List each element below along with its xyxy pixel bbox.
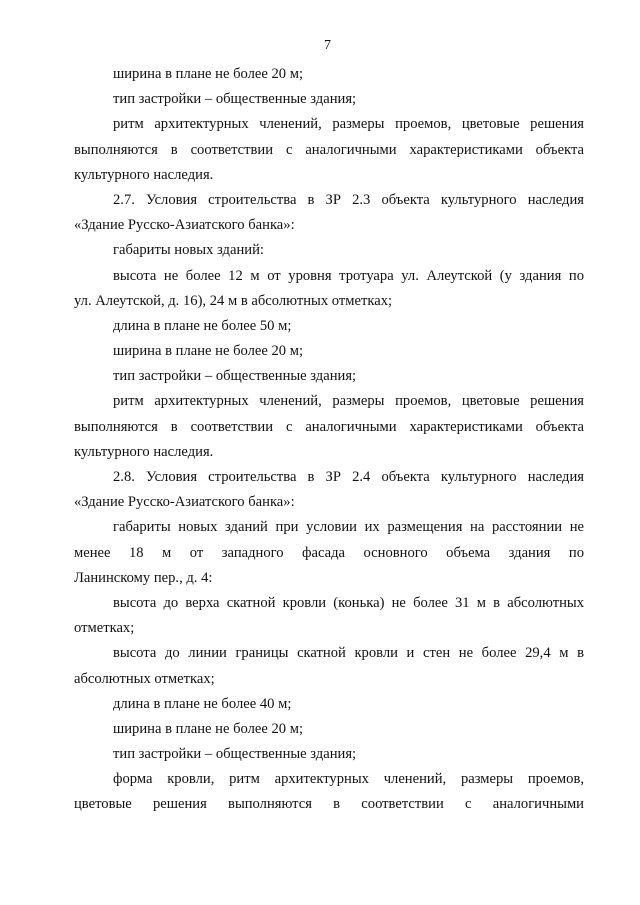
text-line: «Здание Русско-Азиатского банка»:	[74, 217, 295, 234]
text-line: габариты новых зданий при условии их размещения на расстоянии не	[113, 519, 584, 536]
text-line: ширина в плане не более 20 м;	[113, 66, 304, 82]
text-line: выполняются в соответствии с аналогичными характеристиками объекта	[74, 141, 584, 158]
page-number: 7	[324, 38, 331, 53]
text-line: отметках;	[74, 620, 135, 637]
text-line: тип застройки – общественные здания;	[113, 746, 357, 763]
text-line: 2.8. Условия строительства в ЗР 2.4 объекта культурного наследия	[113, 469, 584, 485]
text-line: менее 18 м от западного фасада основного объема здания по	[74, 544, 584, 561]
text-line: цветовые решения выполняются в соответствии с аналогичными	[74, 796, 584, 813]
text-line: ширина в плане не более 20 м;	[113, 720, 304, 737]
text-line: выполняются в соответствии с аналогичными характеристиками объекта	[74, 418, 584, 435]
text-line: высота до верха скатной кровли (конька) не более 31 м в абсолютных	[113, 594, 584, 611]
text-line: длина в плане не более 40 м;	[113, 695, 292, 712]
text-line: высота до линии границы скатной кровли и стен не более 29,4 м в	[113, 645, 584, 662]
text-line: ширина в плане не более 20 м;	[113, 343, 304, 360]
text-line: тип застройки – общественные здания;	[113, 91, 357, 108]
text-line: абсолютных отметках;	[74, 670, 215, 687]
text-line: культурного наследия.	[74, 166, 214, 183]
text-line: культурного наследия.	[74, 443, 214, 460]
text-line: ул. Алеутской, д. 16), 24 м в абсолютных отметках;	[74, 292, 393, 309]
text-line: тип застройки – общественные здания;	[113, 368, 357, 385]
text-line: 2.7. Условия строительства в ЗР 2.3 объекта культурного наследия	[113, 191, 584, 208]
document-body	[74, 62, 584, 818]
text-line: Ланинскому пер., д. 4:	[74, 569, 213, 586]
text-line: «Здание Русско-Азиатского банка»:	[74, 494, 295, 511]
text-line: габариты новых зданий:	[113, 242, 264, 259]
text-line: высота не более 12 м от уровня тротуара ул. Алеутской (у здания по	[113, 267, 584, 284]
text-line: форма кровли, ритм архитектурных членений, размеры проемов,	[113, 771, 584, 788]
text-line: ритм архитектурных членений, размеры проемов, цветовые решения	[113, 393, 584, 410]
text-line: ритм архитектурных членений, размеры проемов, цветовые решения	[113, 116, 584, 133]
text-line: длина в плане не более 50 м;	[113, 317, 292, 334]
